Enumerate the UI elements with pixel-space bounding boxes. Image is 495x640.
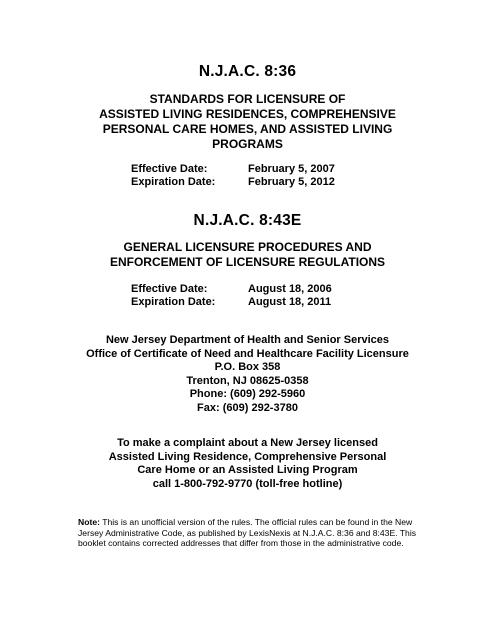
regulation1-title-line: PROGRAMS — [212, 137, 283, 151]
note-text: This is an unofficial version of the rules. The official rules can be found in the New Jersey Administrative Code, as published by LexisNexis at N.J.A.C. 8:36 and 8:43E. This booklet contains corrected addresses that differ from those in the administrative code. — [78, 517, 417, 549]
regulation1-title — [0, 92, 495, 152]
contact-block — [0, 334, 495, 416]
complaint-hotline: call 1-800-792-9770 (toll-free hotline) — [152, 477, 343, 490]
contact-department: New Jersey Department of Health and Senior Services — [105, 334, 390, 346]
contact-phone: Phone: (609) 292-5960 — [189, 388, 306, 401]
regulation2-code: N.J.A.C. 8:43E — [193, 212, 302, 229]
regulation2-effective-date — [131, 283, 332, 296]
regulation2-expiration-date — [131, 296, 332, 309]
regulation1-title-line: STANDARDS FOR LICENSURE OF — [149, 92, 346, 106]
regulation1-expiration-date — [131, 176, 335, 189]
regulation1-code: N.J.A.C. 8:36 — [198, 63, 297, 80]
complaint-line: Assisted Living Residence, Comprehensive Personal — [108, 450, 387, 463]
regulation1-title-line: ASSISTED LIVING RESIDENCES, COMPREHENSIVE — [99, 107, 396, 121]
contact-po-box: P.O. Box 358 — [214, 361, 281, 374]
contact-city: Trenton, NJ 08625-0358 — [186, 374, 309, 387]
expiration-date-value: February 5, 2012 — [248, 176, 335, 188]
complaint-line: To make a complaint about a New Jersey licensed — [117, 437, 378, 449]
effective-date-label: Effective Date: — [131, 163, 208, 175]
regulation2-title — [0, 240, 495, 270]
expiration-date-label: Expiration Date: — [131, 176, 216, 188]
regulation2-title-line: GENERAL LICENSURE PROCEDURES AND — [123, 240, 372, 254]
regulation1-title-line: PERSONAL CARE HOMES, AND ASSISTED LIVING — [102, 122, 393, 136]
effective-date-value: August 18, 2006 — [248, 283, 332, 295]
complaint-line: Care Home or an Assisted Living Program — [137, 464, 358, 477]
note-label: Note: — [78, 517, 100, 527]
complaint-block — [0, 437, 495, 491]
contact-fax: Fax: (609) 292-3780 — [197, 401, 298, 414]
effective-date-value: February 5, 2007 — [248, 163, 335, 175]
expiration-date-value: August 18, 2011 — [248, 296, 332, 308]
regulation2-title-line: ENFORCEMENT OF LICENSURE REGULATIONS — [109, 255, 386, 269]
disclaimer-note — [78, 517, 423, 549]
regulation1-effective-date — [131, 163, 335, 176]
expiration-date-label: Expiration Date: — [131, 296, 216, 308]
contact-office: Office of Certificate of Need and Healthcare Facility Licensure — [86, 347, 409, 360]
effective-date-label: Effective Date: — [131, 283, 208, 295]
